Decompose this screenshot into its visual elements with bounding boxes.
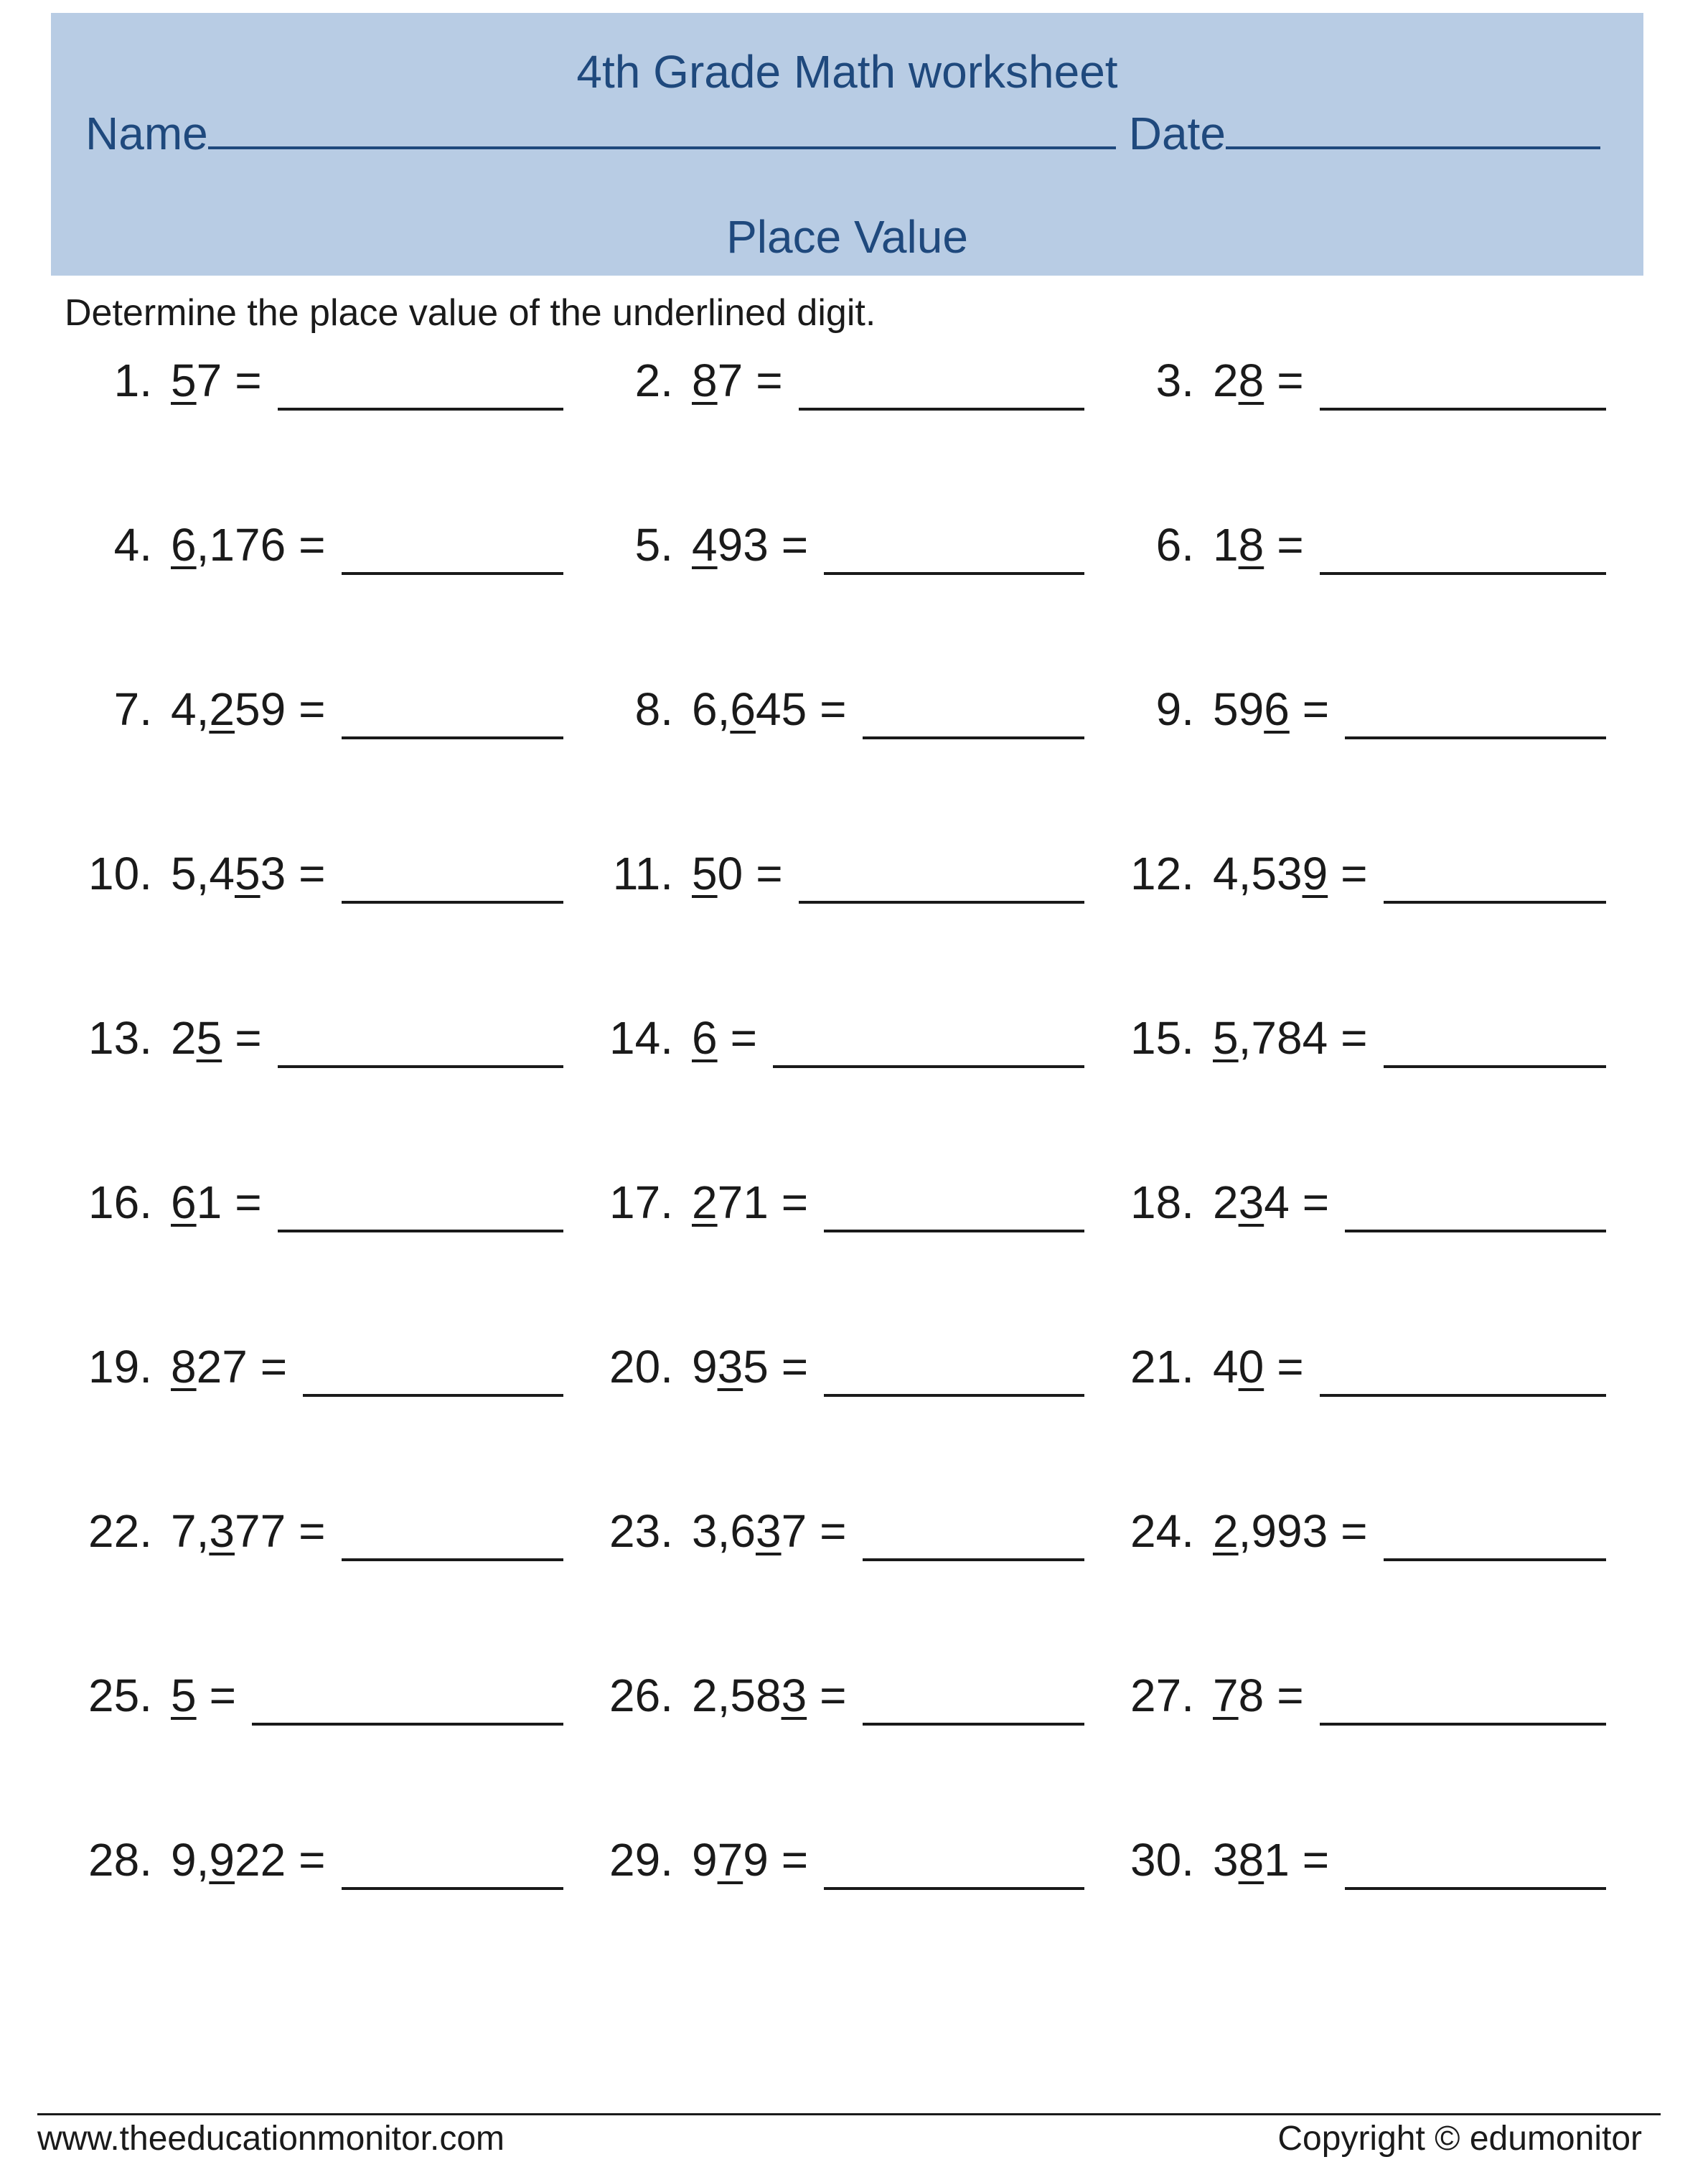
underlined-digit: 8 [1238,1834,1264,1886]
equals-sign: = [1302,1176,1330,1228]
underlined-digit: 3 [209,1505,235,1557]
problem-expression [692,848,783,899]
equals-sign: = [299,519,326,571]
answer-blank[interactable] [863,1723,1084,1726]
digits-after: 8 [1238,1670,1264,1721]
footer-divider [37,2113,1661,2115]
digits-before: 4, [171,683,210,735]
problem-expression [1213,519,1304,571]
worksheet-header [51,13,1643,276]
problem-expression [692,1834,809,1886]
equals-sign: = [235,1012,262,1064]
digits-before: 4,53 [1213,848,1303,899]
problem-expression [171,1341,288,1393]
answer-blank[interactable] [278,408,563,411]
equals-sign: = [781,1341,809,1393]
problem-number: 29. [609,1834,673,1886]
equals-sign: = [299,848,326,899]
equals-sign: = [781,519,809,571]
answer-blank[interactable] [1345,1887,1606,1890]
answer-blank[interactable] [1345,736,1606,739]
underlined-digit: 5 [234,848,261,899]
digits-after: 9 [743,1834,769,1886]
footer-website: www.theeducationmonitor.com [37,2120,505,2158]
underlined-digit: 4 [692,519,718,571]
instructions: Determine the place value of the underlined digit. [65,292,876,334]
problem-expression [171,1670,236,1721]
digits-before: 5,4 [171,848,235,899]
equals-sign: = [756,848,783,899]
problem-item [593,1672,1084,1730]
underlined-digit: 2 [692,1176,718,1228]
underlined-digit: 6 [1264,683,1290,735]
underlined-digit: 7 [1213,1670,1239,1721]
answer-blank[interactable] [1384,1065,1606,1068]
problem-item [1114,1176,1606,1237]
problem-item [72,1012,563,1072]
problem-expression [171,848,326,899]
underlined-digit: 6 [171,1176,197,1228]
underlined-digit: 6 [171,519,197,571]
equals-sign: = [820,1505,847,1557]
equals-sign: = [1277,355,1304,406]
problem-number: 26. [609,1670,673,1721]
problem-expression [171,1505,326,1557]
problem-item [72,1834,563,1894]
problem-item [593,683,1084,744]
underlined-digit: 8 [171,1341,197,1393]
problem-expression [692,1176,809,1228]
problem-item [72,357,563,415]
problem-expression [171,1012,262,1064]
problem-number: 27. [1130,1670,1194,1721]
answer-blank[interactable] [824,1230,1084,1232]
digits-after: 5 [743,1341,769,1393]
underlined-digit: 6 [692,1012,718,1064]
underlined-digit: 8 [1238,519,1264,571]
problem-item [72,1672,563,1730]
digits-before: 9 [692,1341,718,1393]
equals-sign: = [1341,848,1368,899]
problem-item [72,519,563,579]
problem-item [593,519,1084,579]
digits-after: 22 [234,1834,286,1886]
underlined-digit: 2 [209,683,235,735]
digits-after: ,993 [1238,1505,1328,1557]
digits-after: 7 [717,355,743,406]
problem-item [72,1176,563,1237]
problem-number: 10. [88,848,152,899]
digits-before: 2 [1213,1176,1239,1228]
digits-before: 2 [171,1012,197,1064]
problem-number: 19. [88,1341,152,1393]
answer-blank[interactable] [303,1394,563,1397]
problem-number: 1. [113,355,152,406]
answer-blank[interactable] [1320,408,1606,411]
problem-item [72,848,563,908]
answer-blank[interactable] [342,572,563,575]
problem-expression [692,1670,847,1721]
answer-blank[interactable] [342,736,563,739]
underlined-digit: 0 [1238,1341,1264,1393]
problem-expression [692,683,847,735]
underlined-digit: 5 [196,1012,222,1064]
equals-sign: = [235,1176,262,1228]
equals-sign: = [1341,1012,1368,1064]
answer-blank[interactable] [252,1723,563,1726]
answer-blank[interactable] [824,1887,1084,1890]
problem-expression [1213,1176,1330,1228]
answer-blank[interactable] [342,1558,563,1561]
problem-expression [171,355,262,406]
worksheet-title: 4th Grade Math worksheet [576,46,1118,98]
problem-expression [692,519,809,571]
equals-sign: = [299,1834,326,1886]
problem-expression [1213,848,1368,899]
answer-blank[interactable] [342,1887,563,1890]
problem-number: 21. [1130,1341,1194,1393]
digits-before: 7, [171,1505,210,1557]
problem-number: 4. [113,519,152,571]
equals-sign: = [1302,683,1330,735]
problem-number: 28. [88,1834,152,1886]
problem-number: 14. [609,1012,673,1064]
digits-after: 0 [717,848,743,899]
answer-blank[interactable] [1345,1230,1606,1232]
digits-after: 7 [781,1505,807,1557]
problem-expression [1213,1834,1330,1886]
problem-number: 6. [1155,519,1194,571]
problem-item [1114,519,1606,579]
problem-number: 17. [609,1176,673,1228]
problem-item [1114,683,1606,744]
problem-item [593,1505,1084,1566]
problem-item [1114,1672,1606,1730]
underlined-digit: 7 [717,1834,743,1886]
problem-number: 18. [1130,1176,1194,1228]
date-field[interactable] [1226,105,1600,149]
equals-sign: = [1302,1834,1330,1886]
underlined-digit: 6 [730,683,756,735]
equals-sign: = [235,355,262,406]
underlined-digit: 5 [1213,1012,1239,1064]
digits-after: 93 [717,519,769,571]
underlined-digit: 3 [1238,1176,1264,1228]
answer-blank[interactable] [824,1394,1084,1397]
underlined-digit: 8 [692,355,718,406]
answer-blank[interactable] [1384,901,1606,904]
answer-blank[interactable] [1320,572,1606,575]
answer-blank[interactable] [1384,1558,1606,1561]
problem-number: 5. [634,519,673,571]
equals-sign: = [730,1012,757,1064]
underlined-digit: 5 [171,355,197,406]
problem-number: 25. [88,1670,152,1721]
problem-expression [1213,355,1304,406]
problem-expression [171,1834,326,1886]
problem-item [72,1505,563,1566]
digits-after: ,176 [196,519,286,571]
equals-sign: = [781,1176,809,1228]
name-date-row [85,105,1600,159]
answer-blank[interactable] [863,736,1084,739]
underlined-digit: 3 [717,1341,743,1393]
problem-expression [1213,683,1330,735]
underlined-digit: 5 [692,848,718,899]
problem-number: 2. [634,355,673,406]
problem-number: 9. [1155,683,1194,735]
answer-blank[interactable] [824,572,1084,575]
underlined-digit: 5 [171,1670,197,1721]
equals-sign: = [1341,1505,1368,1557]
digits-before: 2,58 [692,1670,782,1721]
problem-item [1114,848,1606,908]
digits-after: 45 [755,683,807,735]
problem-item [72,1341,563,1401]
problem-number: 16. [88,1176,152,1228]
answer-blank[interactable] [342,901,563,904]
equals-sign: = [209,1670,236,1721]
digits-before: 3,6 [692,1505,756,1557]
equals-sign: = [781,1834,809,1886]
answer-blank[interactable] [863,1558,1084,1561]
digits-after: 77 [234,1505,286,1557]
problem-item [1114,1834,1606,1894]
digits-after: 1 [196,1176,222,1228]
problem-item [593,1176,1084,1237]
digits-before: 9 [692,1834,718,1886]
equals-sign: = [299,683,326,735]
digits-after: 7 [196,355,222,406]
underlined-digit: 8 [1238,355,1264,406]
problem-expression [171,519,326,571]
problem-expression [171,683,326,735]
problem-expression [1213,1012,1368,1064]
digits-before: 4 [1213,1341,1239,1393]
equals-sign: = [820,683,847,735]
answer-blank[interactable] [278,1230,563,1232]
equals-sign: = [820,1670,847,1721]
answer-blank[interactable] [799,408,1084,411]
answer-blank[interactable] [773,1065,1084,1068]
equals-sign: = [299,1505,326,1557]
problem-number: 12. [1130,848,1194,899]
digits-before: 59 [1213,683,1264,735]
digits-after: 4 [1264,1176,1290,1228]
problem-number: 30. [1130,1834,1194,1886]
problem-item [593,357,1084,415]
problem-expression [692,1341,809,1393]
underlined-digit: 9 [209,1834,235,1886]
problem-item [1114,1341,1606,1401]
problem-expression [1213,1505,1368,1557]
digits-before: 2 [1213,355,1239,406]
answer-blank[interactable] [799,901,1084,904]
digits-after: 1 [1264,1834,1290,1886]
digits-before: 6, [692,683,731,735]
problem-item [593,848,1084,908]
problem-item [593,1834,1084,1894]
problem-number: 8. [634,683,673,735]
underlined-digit: 3 [781,1670,807,1721]
problem-item [1114,1012,1606,1072]
problem-number: 15. [1130,1012,1194,1064]
problem-expression [692,355,783,406]
answer-blank[interactable] [278,1065,563,1068]
footer-copyright: Copyright © edumonitor [1277,2120,1642,2158]
worksheet-topic: Place Value [726,211,968,263]
digits-before: 9, [171,1834,210,1886]
problem-number: 13. [88,1012,152,1064]
name-label: Name [85,108,208,159]
problem-item [1114,1505,1606,1566]
problem-expression [692,1012,757,1064]
equals-sign: = [1277,519,1304,571]
problem-expression [171,1176,262,1228]
answer-blank[interactable] [1320,1723,1606,1726]
answer-blank[interactable] [1320,1394,1606,1397]
equals-sign: = [260,1341,288,1393]
problem-item [593,1012,1084,1072]
problem-expression [692,1505,847,1557]
problem-number: 11. [612,848,673,899]
equals-sign: = [1277,1341,1304,1393]
date-label: Date [1128,108,1226,159]
problem-item [72,683,563,744]
equals-sign: = [756,355,783,406]
equals-sign: = [1277,1670,1304,1721]
digits-after: ,784 [1238,1012,1328,1064]
digits-before: 1 [1213,519,1239,571]
digits-before: 3 [1213,1834,1239,1886]
digits-after: 27 [196,1341,248,1393]
digits-after: 59 [234,683,286,735]
digits-after: 71 [717,1176,769,1228]
problem-item [1114,357,1606,415]
underlined-digit: 3 [755,1505,782,1557]
problem-expression [1213,1670,1304,1721]
problem-number: 20. [609,1341,673,1393]
problem-number: 22. [88,1505,152,1557]
problem-number: 7. [113,683,152,735]
problem-number: 24. [1130,1505,1194,1557]
problem-expression [1213,1341,1304,1393]
underlined-digit: 2 [1213,1505,1239,1557]
problem-number: 3. [1155,355,1194,406]
underlined-digit: 9 [1302,848,1328,899]
problem-number: 23. [609,1505,673,1557]
digits-after: 3 [260,848,286,899]
problem-item [593,1341,1084,1401]
name-field[interactable] [208,105,1116,149]
